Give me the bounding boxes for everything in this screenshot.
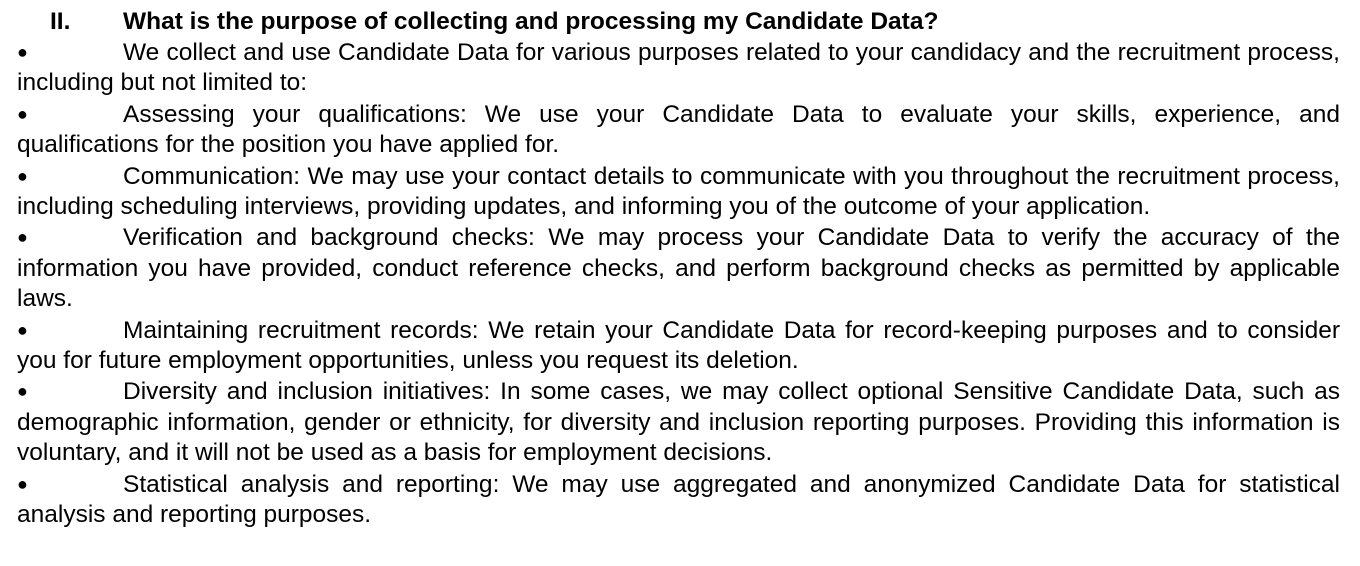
bullet-icon: ● [17, 473, 28, 494]
bullet-icon: ● [17, 381, 28, 402]
bullet-icon: ● [17, 165, 28, 186]
list-item [17, 376, 1340, 468]
list-item [17, 315, 1340, 377]
list-item-text: We collect and use Candidate Data for various purposes related to your candidacy and the recruitment process, including but not limited to: [17, 39, 1340, 97]
list-item-text: Verification and background checks: We may process your Candidate Data to verify the accuracy of the information you have provided, conduct reference checks, and perform background checks as permitted by applicable laws. [17, 224, 1340, 313]
list-item-text: Maintaining recruitment records: We retain your Candidate Data for record-keeping purposes and to consider you for future employment opportunities, unless you request its deletion. [17, 316, 1340, 375]
bullet-icon: ● [17, 103, 28, 124]
section-heading [17, 6, 1340, 37]
bullet-icon: ● [17, 319, 28, 340]
list-item [17, 37, 1340, 99]
list-item-text: Assessing your qualifications: We use your Candidate Data to evaluate your skills, experience, and qualifications for the position you have applied for. [17, 100, 1340, 159]
list-item-text: Statistical analysis and reporting: We may use aggregated and anonymized Candidate Data for statistical analysis and reporting purposes. [17, 470, 1340, 529]
list-item [17, 161, 1340, 223]
purpose-list [17, 37, 1340, 531]
list-item-text: Diversity and inclusion initiatives: In some cases, we may collect optional Sensitive Candidate Data, such as demographic information, gender or ethnicity, for diversity and inclusion reporting purposes. Providing this information is voluntary, and it will not be used as a basis for employment decisions. [17, 378, 1340, 467]
list-item [17, 222, 1340, 314]
list-item [17, 99, 1340, 161]
bullet-icon: ● [17, 227, 28, 248]
list-item [17, 469, 1340, 531]
bullet-icon: ● [17, 42, 28, 62]
section-title: What is the purpose of collecting and processing my Candidate Data? [123, 8, 939, 35]
list-item-text: Communication: We may use your contact details to communicate with you throughout the recruitment process, including scheduling interviews, providing updates, and informing you of the outcome of your application. [17, 162, 1340, 221]
section-number: II. [50, 8, 71, 35]
